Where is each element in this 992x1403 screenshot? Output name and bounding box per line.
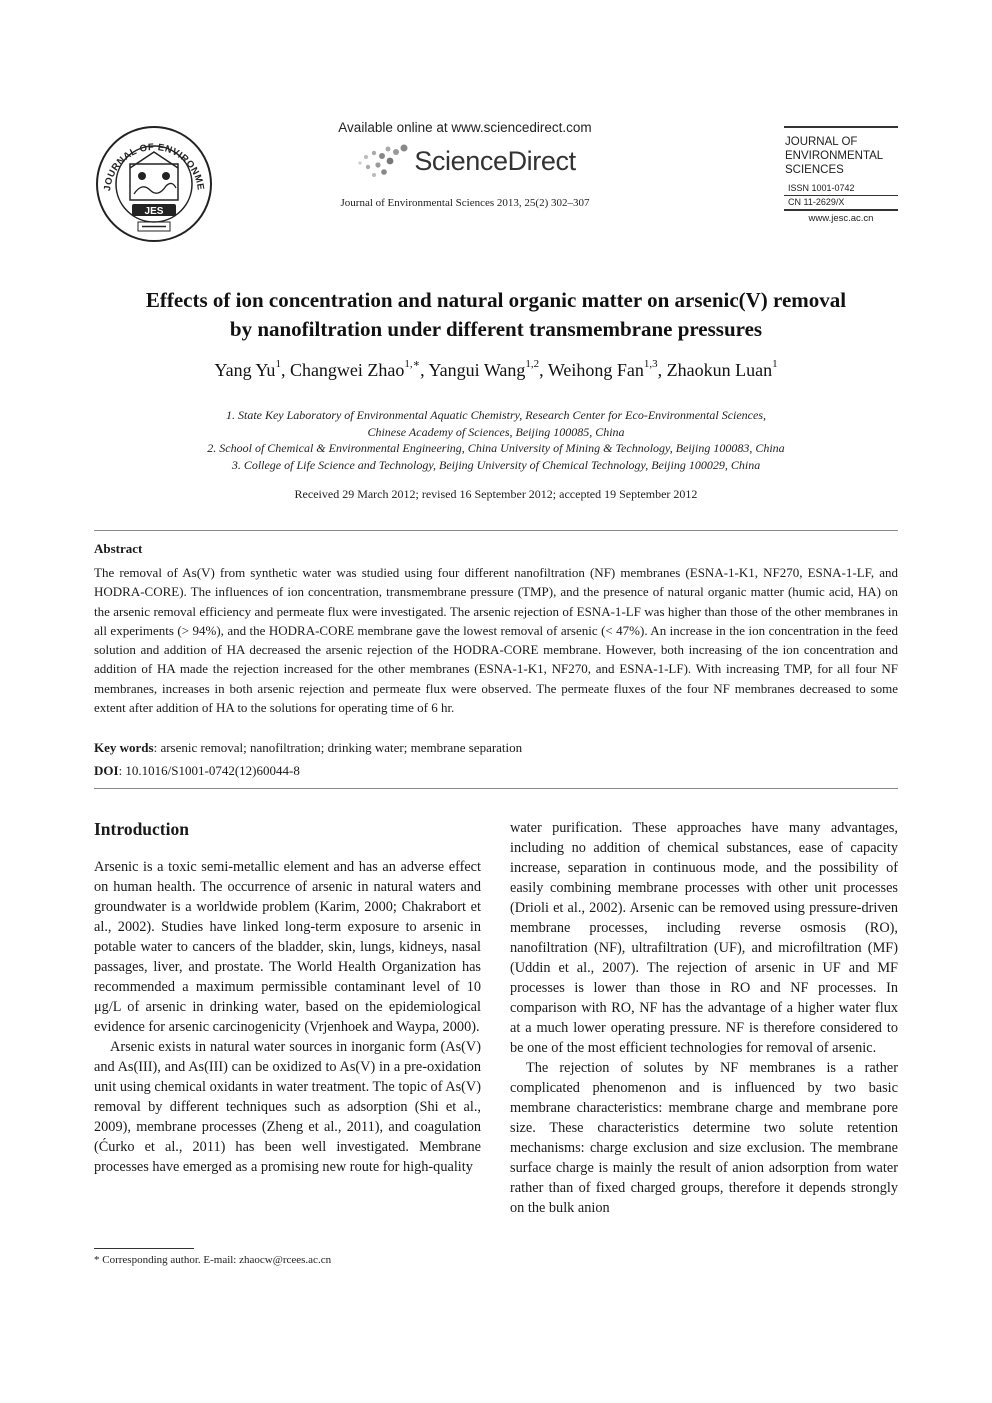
sciencedirect-header bbox=[300, 120, 630, 209]
divider bbox=[94, 530, 898, 531]
journal-name-line: SCIENCES bbox=[785, 164, 844, 176]
logo-ring-text: JOURNAL OF ENVIRONME bbox=[102, 141, 206, 192]
journal-info-box bbox=[784, 126, 898, 224]
body-paragraph: Arsenic is a toxic semi-metallic element and has an adverse effect on human health. The occurrence of arsenic in natural waters and groundwater is a worldwide problem (Karim, 2000; Chakrabort et al., 2002). Studies have linked long-term exposure to arsenic in potable water to cancers of the bladder, skin, lungs, kidneys, nasal passages, liver, and prostate. The World Health Organization has recommended a maximum permissible contaminant level of 10 μg/L of arsenic in drinking water, based on the epidemiological evidence for arsenic carcinogenicity (Vrjenhoek and Waypa, 2000). bbox=[94, 859, 481, 1035]
author-separator: , bbox=[280, 360, 290, 380]
logo-badge: JES bbox=[144, 206, 164, 217]
author-name: Zhaokun Luan bbox=[666, 360, 773, 380]
affiliation-line: Chinese Academy of Sciences, Beijing 100085, China bbox=[367, 424, 625, 439]
divider bbox=[94, 788, 898, 789]
abstract-text: The removal of As(V) from synthetic water was studied using four different nanofiltration (NF) membranes (ESNA-1-K1, NF270, ESNA-1-LF, and HODRA-CORE). The influences of ion concentration, transmembrane pressure (TMP), and the presence of natural organic matter (humic acid, HA) on the arsenic removal efficiency and permeate flux were investigated. The arsenic rejection of ESNA-1-LF was higher than those of the other membranes in all experiments (> 94%), and the HODRA-CORE membrane gave the lowest removal of arsenic (< 47%). An increase in the ion concentration in the feed solution and addition of HA decreased the arsenic rejection of the HODRA-CORE membrane. However, both increasing of the ion concentration and addition of HA made the rejection increased for the other membranes (ESNA-1-K1, NF270, and ESNA-1-LF). With increasing TMP, for all four NF membranes, increases in both arsenic rejection and permeate flux were observed. The permeate fluxes of the four NF membranes decreased to some extent after addition of HA to the solutions for operating time of 6 hr. bbox=[94, 565, 898, 716]
journal-website-link[interactable]: www.jesc.ac.cn bbox=[808, 213, 874, 224]
affiliations bbox=[60, 407, 932, 473]
doi-label: DOI bbox=[94, 763, 119, 778]
abstract-heading: Abstract bbox=[94, 541, 143, 556]
sciencedirect-logo bbox=[300, 141, 630, 181]
body-column-left bbox=[94, 818, 481, 1177]
journal-name-line: ENVIRONMENTAL bbox=[785, 150, 884, 162]
available-online-text: Available online at www.sciencedirect.com bbox=[338, 120, 592, 135]
author-affiliation-mark: 1 bbox=[772, 358, 778, 370]
author-name: Yang Yu bbox=[214, 360, 276, 380]
keywords-label: Key words bbox=[94, 740, 154, 755]
body-paragraph: The rejection of solutes by NF membranes is a rather complicated phenomenon and is influenced by two basic membrane characteristics: membrane charge and membrane pore size. These characteristics determine two solute retention mechanisms: charge exclusion and size exclusion. The membrane surface charge is mainly the result of anion adsorption from water rather than of fixed charged groups, therefore it depends strongly on the bulk anion bbox=[510, 1060, 898, 1216]
article-title-line: by nanofiltration under different transmembrane pressures bbox=[229, 317, 763, 341]
affiliation-line: 1. State Key Laboratory of Environmental Aquatic Chemistry, Research Center for Eco-Environmental Sciences, bbox=[225, 408, 766, 422]
article-title bbox=[60, 286, 932, 344]
body-column-right bbox=[510, 818, 898, 1218]
journal-name-line: JOURNAL OF bbox=[785, 136, 858, 148]
author-list bbox=[60, 359, 932, 381]
sciencedirect-dots-icon bbox=[354, 143, 410, 179]
keywords bbox=[94, 740, 898, 756]
body-paragraph: water purification. These approaches have many advantages, including no addition of chemical substances, ease of capacity increase, separation in continuous mode, and the possibility of easily combining membrane processes with other unit processes (Drioli et al., 2002). Arsenic can be removed using pressure-driven membrane processes, including reverse osmosis (RO), nanofiltration (NF), ultrafiltration (UF), and microfiltration (MF) (Uddin et al., 2007). The rejection of arsenic in UF and MF processes is lower than those in RO and NF processes. In comparison with RO, NF has the advantage of a higher water flux at a much lower operating pressure. NF is therefore considered to be one of the most efficient technologies for removal of arsenic. bbox=[510, 820, 898, 1056]
sciencedirect-wordmark: ScienceDirect bbox=[414, 145, 576, 176]
body-paragraph: Arsenic exists in natural water sources in inorganic form (As(V) and As(III), and As(III) can be oxidized to As(V) in a pre-oxidation unit using chemical oxidants in water treatment. The topic of As(V) removal by different techniques such as adsorption (Shi et al., 2009), membrane processes (Zheng et al., 2011), and coagulation (Ćurko et al., 2011) has been well investigated. Membrane processes have emerged as a promising new route for high-quality bbox=[94, 1039, 481, 1175]
author-name: Weihong Fan bbox=[547, 360, 644, 380]
journal-issn: ISSN 1001-0742 bbox=[788, 183, 855, 193]
author-separator: , bbox=[657, 360, 667, 380]
journal-citation: Journal of Environmental Sciences 2013, 25(2) 302–307 bbox=[340, 197, 590, 209]
journal-cn: CN 11-2629/X bbox=[788, 197, 845, 207]
author-affiliation-mark: 1,3 bbox=[643, 358, 658, 370]
journal-name bbox=[784, 128, 898, 182]
author-name: Changwei Zhao bbox=[289, 360, 405, 380]
author-separator: , bbox=[420, 360, 429, 380]
article-title-line: Effects of ion concentration and natural organic matter on arsenic(V) removal bbox=[145, 288, 847, 312]
author-separator: , bbox=[539, 360, 548, 380]
affiliation-line: 3. College of Life Science and Technology, Beijing University of Chemical Technology, Beijing 100029, China bbox=[231, 457, 761, 472]
journal-seal-svg bbox=[92, 124, 216, 244]
doi bbox=[94, 763, 898, 779]
svg-text:JOURNAL OF ENVIRONMENTAL SCIEN bbox=[92, 124, 206, 192]
section-heading: Introduction bbox=[94, 819, 189, 839]
author-affiliation-mark: 1,2 bbox=[525, 358, 540, 370]
author-affiliation-mark: 1 bbox=[275, 358, 281, 370]
author-name: Yangui Wang bbox=[428, 360, 526, 380]
received-dates: Received 29 March 2012; revised 16 September 2012; accepted 19 September 2012 bbox=[294, 487, 698, 501]
corresponding-author-footnote: * Corresponding author. E-mail: zhaocw@rcees.ac.cn bbox=[94, 1254, 332, 1266]
journal-seal-logo-icon bbox=[92, 124, 216, 244]
footnote-divider bbox=[94, 1248, 194, 1249]
affiliation-line: 2. School of Chemical & Environmental Engineering, China University of Mining & Technology, Beijing 100083, China bbox=[207, 441, 785, 455]
author-affiliation-mark: 1,∗ bbox=[404, 358, 421, 370]
keywords-value: : arsenic removal; nanofiltration; drinking water; membrane separation bbox=[153, 740, 523, 755]
doi-value[interactable]: : 10.1016/S1001-0742(12)60044-8 bbox=[118, 763, 300, 778]
